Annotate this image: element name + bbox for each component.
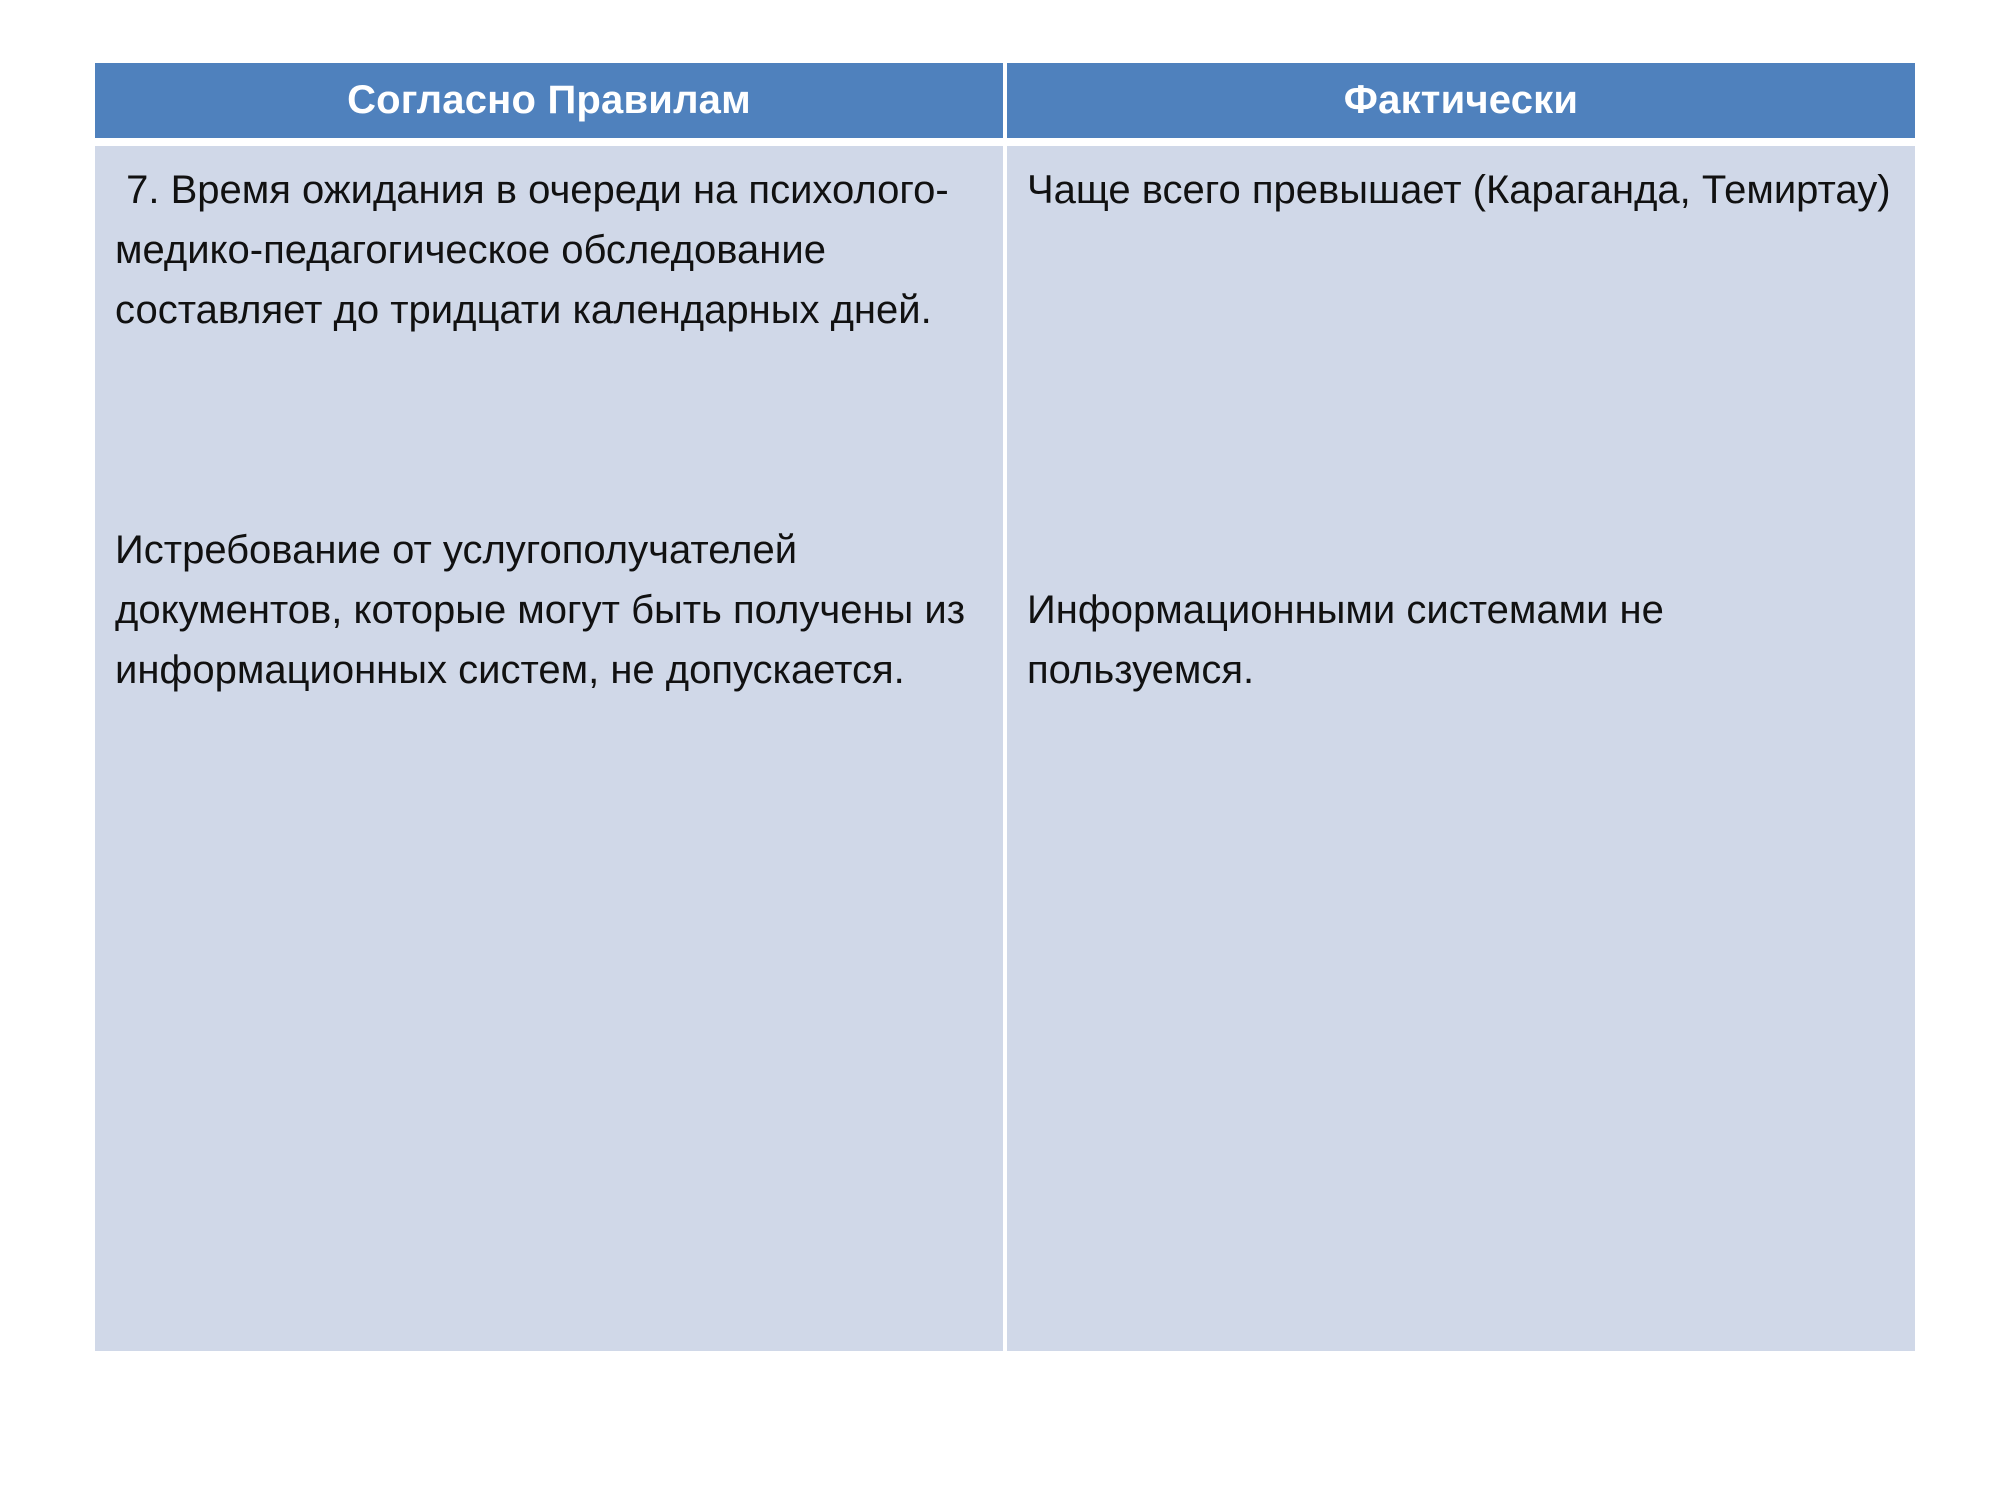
rules-item-1: 7. Время ожидания в очереди на психолого-медико-педагогическое обследование составляет до тридцати календарных дней. xyxy=(115,168,949,332)
header-actual-label: Фактически xyxy=(1343,78,1579,122)
header-actual xyxy=(1007,63,1915,138)
paragraph-gap xyxy=(115,340,983,520)
comparison-table xyxy=(95,63,1915,1351)
rules-item-2: Истребование от услугополучателей документов, которые могут быть получены из информационных систем, не допускается. xyxy=(115,528,977,692)
actual-item-1: Чаще всего превышает (Караганда, Темиртау) xyxy=(1027,168,1891,212)
header-rules xyxy=(95,63,1003,138)
actual-cell xyxy=(1007,146,1915,1351)
header-rules-label: Согласно Правилам xyxy=(347,78,751,122)
actual-item-2: Информационными системами не пользуемся. xyxy=(1027,588,1675,692)
rules-cell xyxy=(95,146,1003,1351)
